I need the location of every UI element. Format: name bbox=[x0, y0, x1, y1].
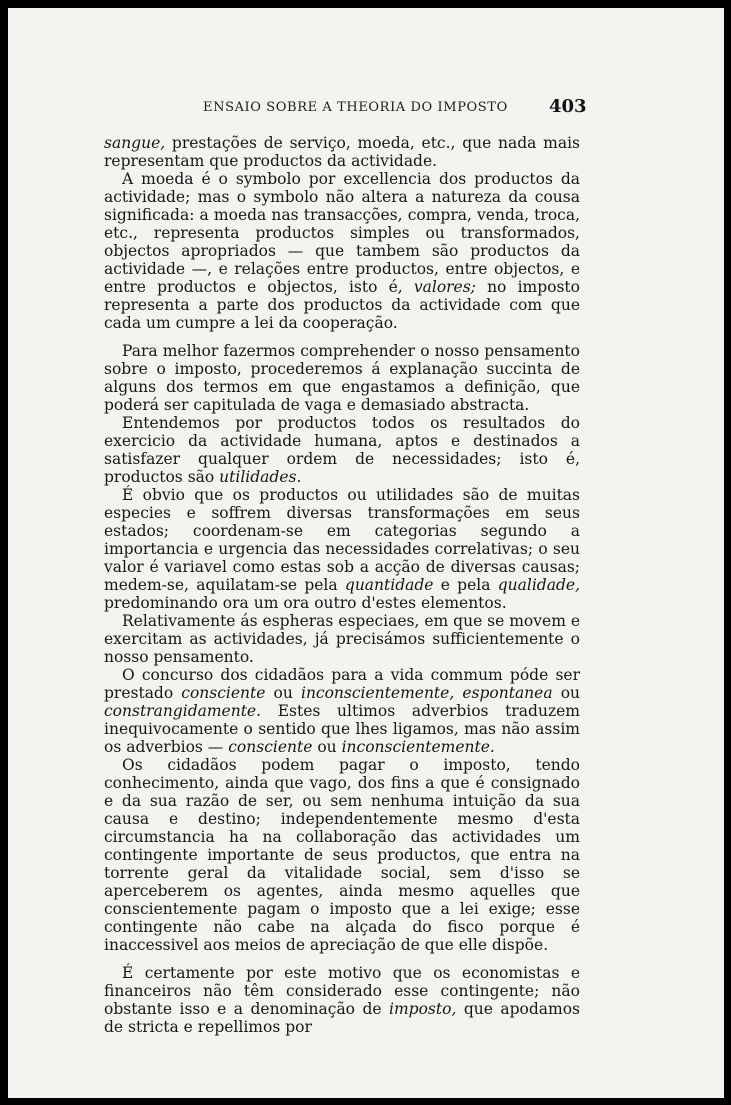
text-segment: quantidade bbox=[344, 576, 434, 594]
text-segment: valores; bbox=[413, 278, 476, 296]
text-segment: A moeda é o symbolo por excellencia dos productos da actividade; mas o symbolo não altera a natureza da cousa significada: a moeda nas transacções, compra, venda, troca, etc., representa productos simples ou transformados, objectos apropriados — que tambem são productos da actividade —, e relações entre productos, entre objectos, e entre productos e objectos, isto é, bbox=[104, 170, 580, 296]
text-segment: inconscientemente. bbox=[341, 738, 495, 756]
text-segment: inconscientemente, espontanea bbox=[300, 684, 553, 702]
text-segment: sangue, bbox=[104, 134, 166, 152]
text-segment: utilidades. bbox=[219, 468, 302, 486]
body-text bbox=[104, 134, 580, 1036]
paragraph bbox=[104, 964, 580, 1036]
paragraph bbox=[104, 342, 580, 414]
text-segment: Relativamente ás espheras especiaes, em que se movem e exercitam as actividades, já precisámos sufficientemente o nosso pensamento. bbox=[104, 612, 580, 666]
page-header bbox=[8, 96, 724, 120]
text-segment: Para melhor fazermos comprehender o nosso pensamento sobre o imposto, procederemos á explanação succinta de alguns dos termos em que engastamos a definição, que poderá ser capitulada de vaga e demasiado abstracta. bbox=[104, 342, 580, 414]
running-title: ENSAIO SOBRE A THEORIA DO IMPOSTO bbox=[203, 100, 508, 115]
paragraph bbox=[104, 666, 580, 756]
paragraph bbox=[104, 170, 580, 332]
paragraph bbox=[104, 612, 580, 666]
book-page bbox=[8, 8, 724, 1098]
text-segment: qualidade, bbox=[497, 576, 580, 594]
text-segment: constrangidamente. bbox=[104, 702, 262, 720]
text-segment: consciente bbox=[228, 738, 313, 756]
text-segment: e pela bbox=[433, 576, 498, 594]
text-segment: É obvio que os productos ou utilidades são de muitas especies e soffrem diversas transformações em seus estados; coordenam-se em categorias segundo a importancia e urgencia das necessidades correlativas; o seu valor é variavel como estas sob a acção de diversas causas; medem-se, aquilatam-se pela bbox=[104, 486, 580, 594]
text-segment: ou bbox=[312, 738, 342, 756]
text-segment: O concurso dos cidadãos para a vida commum póde ser prestado bbox=[104, 666, 580, 702]
text-segment: Entendemos por productos todos os resultados do exercicio da actividade humana, aptos e destinados a satisfazer qualquer ordem de necessidades; isto é, productos são bbox=[104, 414, 580, 486]
paragraph bbox=[104, 756, 580, 954]
paragraph bbox=[104, 134, 580, 170]
text-segment: Estes ultimos adverbios traduzem inequivocamente o sentido que lhes ligamos, mas não assim os adverbios — bbox=[104, 702, 580, 756]
paragraph bbox=[104, 414, 580, 486]
text-segment: predominando ora um ora outro d'estes elementos. bbox=[104, 594, 507, 612]
text-segment: prestações de serviço, moeda, etc., que nada mais representam que productos da actividade. bbox=[104, 134, 580, 170]
text-segment: É certamente por este motivo que os economistas e financeiros não têm considerado esse contingente; não obstante isso e a denominação de bbox=[104, 964, 580, 1018]
paragraph bbox=[104, 486, 580, 612]
page-number: 403 bbox=[549, 96, 587, 117]
text-segment: Os cidadãos podem pagar o imposto, tendo conhecimento, ainda que vago, dos fins a que é consignado e da sua razão de ser, ou sem nenhuma intuição da sua causa e destino; independentemente mesmo d'esta circumstancia ha na collaboração das actividades um contingente importante de seus productos, que entra na torrente geral da vitalidade social, sem d'isso se aperceberem os agentes, ainda mesmo aquelles que conscientemente pagam o imposto que a lei exige; esse contingente não cabe na alçada do fisco porque é inaccessivel aos meios de apreciação de que elle dispõe. bbox=[104, 756, 580, 954]
text-segment: ou bbox=[265, 684, 301, 702]
text-segment: que apodamos de stricta e repellimos por bbox=[104, 1000, 580, 1036]
text-segment: ou bbox=[552, 684, 581, 702]
text-segment: no imposto representa a parte dos productos da actividade com que cada um cumpre a lei da cooperação. bbox=[104, 278, 580, 332]
text-segment: imposto, bbox=[389, 1000, 457, 1018]
text-segment: consciente bbox=[181, 684, 266, 702]
